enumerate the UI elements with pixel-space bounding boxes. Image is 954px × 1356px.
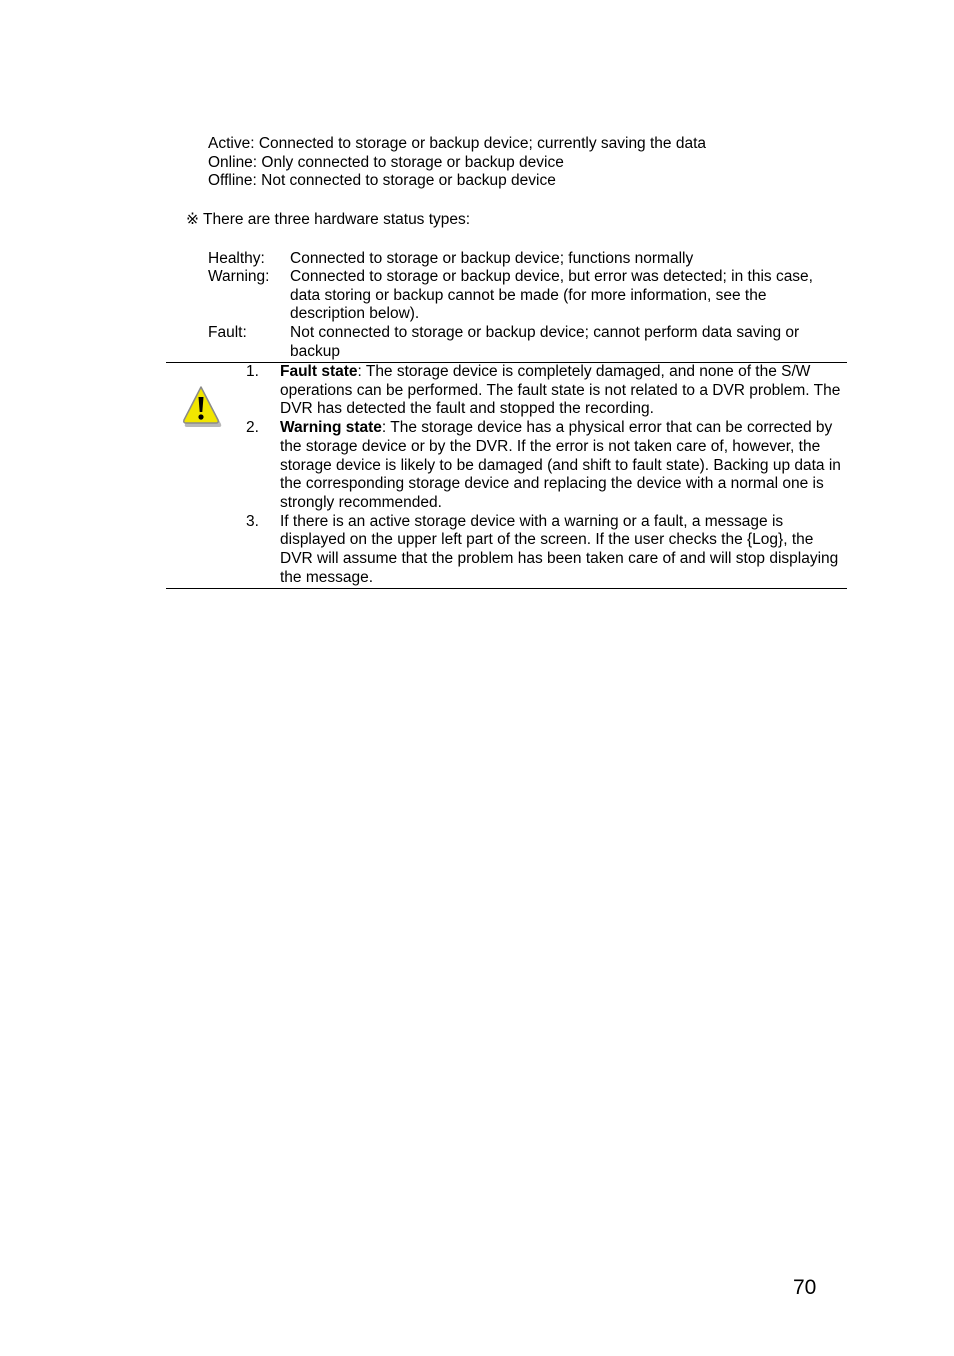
hw-label-healthy: Healthy: xyxy=(208,250,265,267)
hw-label-warning: Warning: xyxy=(208,268,270,285)
caution-text xyxy=(280,363,846,419)
hw-desc-healthy: Connected to storage or backup device; functions normally xyxy=(290,250,694,267)
status-active: Active: Connected to storage or backup device; currently saving the data xyxy=(208,135,707,152)
status-offline: Offline: Not connected to storage or backup device xyxy=(208,172,556,189)
caution-body: : The storage device has a physical error that can be corrected by the storage device or by the DVR. If the error is not taken care of, however, the storage device is likely to be damaged (and shift to fault state). Backing up data in the corresponding storage device and replacing the device with a normal one is strongly recommended. xyxy=(280,419,841,511)
status-online: Online: Only connected to storage or backup device xyxy=(208,154,564,171)
hardware-note: ※ There are three hardware status types: xyxy=(186,211,471,228)
hw-label-fault: Fault: xyxy=(208,324,247,341)
caution-number: 2. xyxy=(246,419,259,437)
caution-number: 3. xyxy=(246,512,259,530)
caution-title: Fault state xyxy=(280,363,358,380)
hw-desc-fault: Not connected to storage or backup device; cannot perform data saving or backup xyxy=(290,324,800,360)
caution-body: : The storage device is completely damaged, and none of the S/W operations can be performed. The fault state is not related to a DVR problem. The DVR has detected the fault and stopped the recording. xyxy=(280,363,841,418)
caution-item-message xyxy=(246,513,846,588)
caution-item-warning xyxy=(246,419,846,513)
caution-list xyxy=(246,363,846,587)
warning-triangle-icon xyxy=(180,384,222,428)
caution-bottom-rule xyxy=(166,588,847,589)
caution-title: Warning state xyxy=(280,419,382,437)
hw-desc-warning: Connected to storage or backup device, but error was detected; in this case, data storing or backup cannot be made (for more information, see the description below). xyxy=(290,268,813,323)
caution-number: 1. xyxy=(246,363,259,380)
caution-text xyxy=(280,419,846,513)
caution-body: If there is an active storage device with a warning or a fault, a message is displayed on the upper left part of the screen. If the user checks the {Log}, the DVR will assume that the problem has been taken care of and will stop displaying the message. xyxy=(280,512,839,586)
page-number: 70 xyxy=(793,1276,817,1299)
caution-text xyxy=(280,513,846,588)
caution-item-fault xyxy=(246,363,846,419)
